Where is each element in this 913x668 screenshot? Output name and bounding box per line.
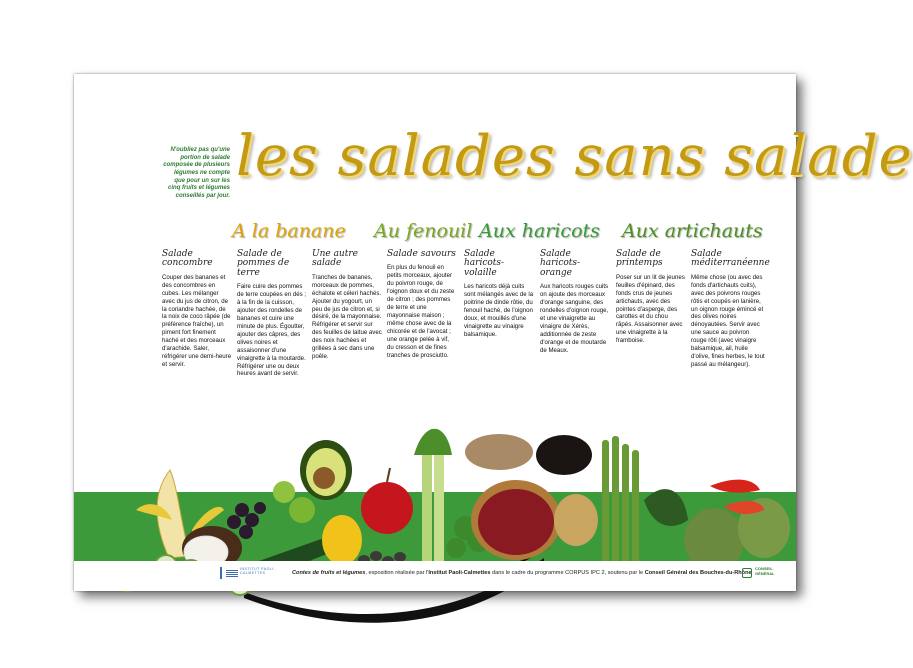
recipe-une-autre-salade <box>312 250 382 361</box>
credit-sponsor: Conseil Général des Bouches-du-Rhône <box>644 570 752 576</box>
recipe-title: Salade savours <box>387 249 456 259</box>
spinach-icon <box>644 489 688 526</box>
recipe-salade-haricots-orange <box>540 250 610 355</box>
conseil-general-logo <box>742 567 782 580</box>
recipe-salade-haricots-volaille <box>464 250 534 339</box>
credit-text-1: , exposition réalisée par l' <box>365 570 429 576</box>
recipe-title: Salade de printemps <box>616 249 663 269</box>
recipe-text: Poser sur un lit de jeunes feuilles d'épinard, des fonds crus de jeunes artichauts, avec des pointes d'asperge, des carottes et du chou râpés. Assaisonner avec une vinaigrette à la framboise. <box>616 273 685 345</box>
ipc-logo-text: INSTITUT PAOLI-CALMETTES <box>240 567 276 576</box>
category-banane: A la banane <box>232 220 346 242</box>
category-fenouil: Au fenouil <box>374 220 473 242</box>
poster <box>74 74 913 591</box>
apple-icon <box>361 468 413 534</box>
recipe-salade-mediterraneenne <box>691 249 770 369</box>
conseil-general-icon <box>742 568 752 578</box>
footer <box>74 561 796 591</box>
recipe-text: Aux haricots rouges cuits on ajoute des morceaux d'orange sanguine, des rondelles d'oignon rouge, et une vinaigrette au vinaigre de Xérès, additionnée de zeste d'orange et de moutarde de Meaux. <box>540 283 609 354</box>
recipe-salade-concombre <box>162 250 232 369</box>
credit-org: Institut Paoli-Calmettes <box>428 570 491 576</box>
poster-title: les salades sans salade <box>236 124 913 189</box>
recipe-title: Une autre salade <box>312 249 358 269</box>
recipe-title: Salade concombre <box>162 249 213 269</box>
recipe-salade-savours <box>387 250 457 360</box>
recipe-title: Salade haricots-volaille <box>464 249 505 278</box>
recipe-text: Même chose (ou avec des fonds d'artichauts cuits), avec des poivrons rouges rôtis et coupés en lanière, un oignon rouge émincé et des olives noires dénoyautées. Servir avec une sauce au poivron rouge rôti (avec vinaigre balsamique, ail, huile d'olive, fines herbes, le tout passé au mélangeur). <box>691 273 765 369</box>
ipc-logo-icon <box>226 569 238 577</box>
recipe-text: Tranches de bananes, morceaux de pommes, échalote et céleri hachés. Ajouter du yogourt, un peu de jus de citron et, si désiré, de la mayonnaise. Réfrigérer et servir sur des feuilles de laitue avec des noix hachées et grillées à sec dans une poêle. <box>312 273 382 361</box>
side-note: N'oubliez pas qu'une portion de salade composée de plusieurs légumes ne compte que pour un sur les cinq fruits et légumes conseillés par jour. <box>163 147 230 200</box>
lemon-icon <box>322 515 362 565</box>
recipe-title: Salade haricots-orange <box>540 249 581 278</box>
category-haricots: Aux haricots <box>479 220 600 242</box>
recipe-text: Faire cuire des pommes de terre coupées en dés ; à la fin de la cuisson, ajouter des rondelles de bananes et cuire une minute de plus. Égoutter, ajouter des câpres, des olives noires et assaisonner d'une vinaigrette à la moutarde. Réfrigérer une ou deux heures avant de servir. <box>237 283 307 378</box>
conseil-general-text: CONSEIL GÉNÉRAL <box>755 566 775 576</box>
recipe-title: Salade de pommes de terre <box>237 249 290 278</box>
credit-title: Contes de fruits et légumes <box>292 570 366 576</box>
recipe-text: En plus du fenouil en petits morceaux, ajouter du poivron rouge, de l'oignon doux et du zeste de citron ; des pommes de terre et une mayonnaise maison ; même chose avec de la chicorée et de l'avocat ; une orange pelée à vif, du cresson et de fines tranches de prosciutto. <box>387 264 455 359</box>
credits <box>292 570 752 576</box>
credit-text-2: dans le cadre du programme CORPUS IPC 2, soutenu par le <box>490 570 645 576</box>
recipe-salade-printemps <box>616 250 686 345</box>
category-artichauts: Aux artichauts <box>622 220 763 242</box>
recipe-text: Les haricots déjà cuits sont mélangés avec de la poitrine de dinde rôtie, du fenouil haché, de l'oignon doux, et mouillés d'une vinaigrette au vinaigre balsamique. <box>464 283 534 338</box>
avocado-icon <box>300 440 352 500</box>
recipe-title: Salade méditerranéenne <box>691 249 770 269</box>
ipc-logo <box>220 567 284 579</box>
celery-icon <box>414 429 452 565</box>
vegetables-illustration <box>74 360 796 550</box>
recipe-text: Couper des bananes et des concombres en cubes. Les mélanger avec du jus de citron, de la coriandre hachée, de la noix de coco râpée (de préférence fraîche), un piment fort finement haché et des morceaux d'arachide. Saler, réfrigérer une demi-heure et servir. <box>162 273 232 369</box>
potato-icon <box>554 494 598 546</box>
